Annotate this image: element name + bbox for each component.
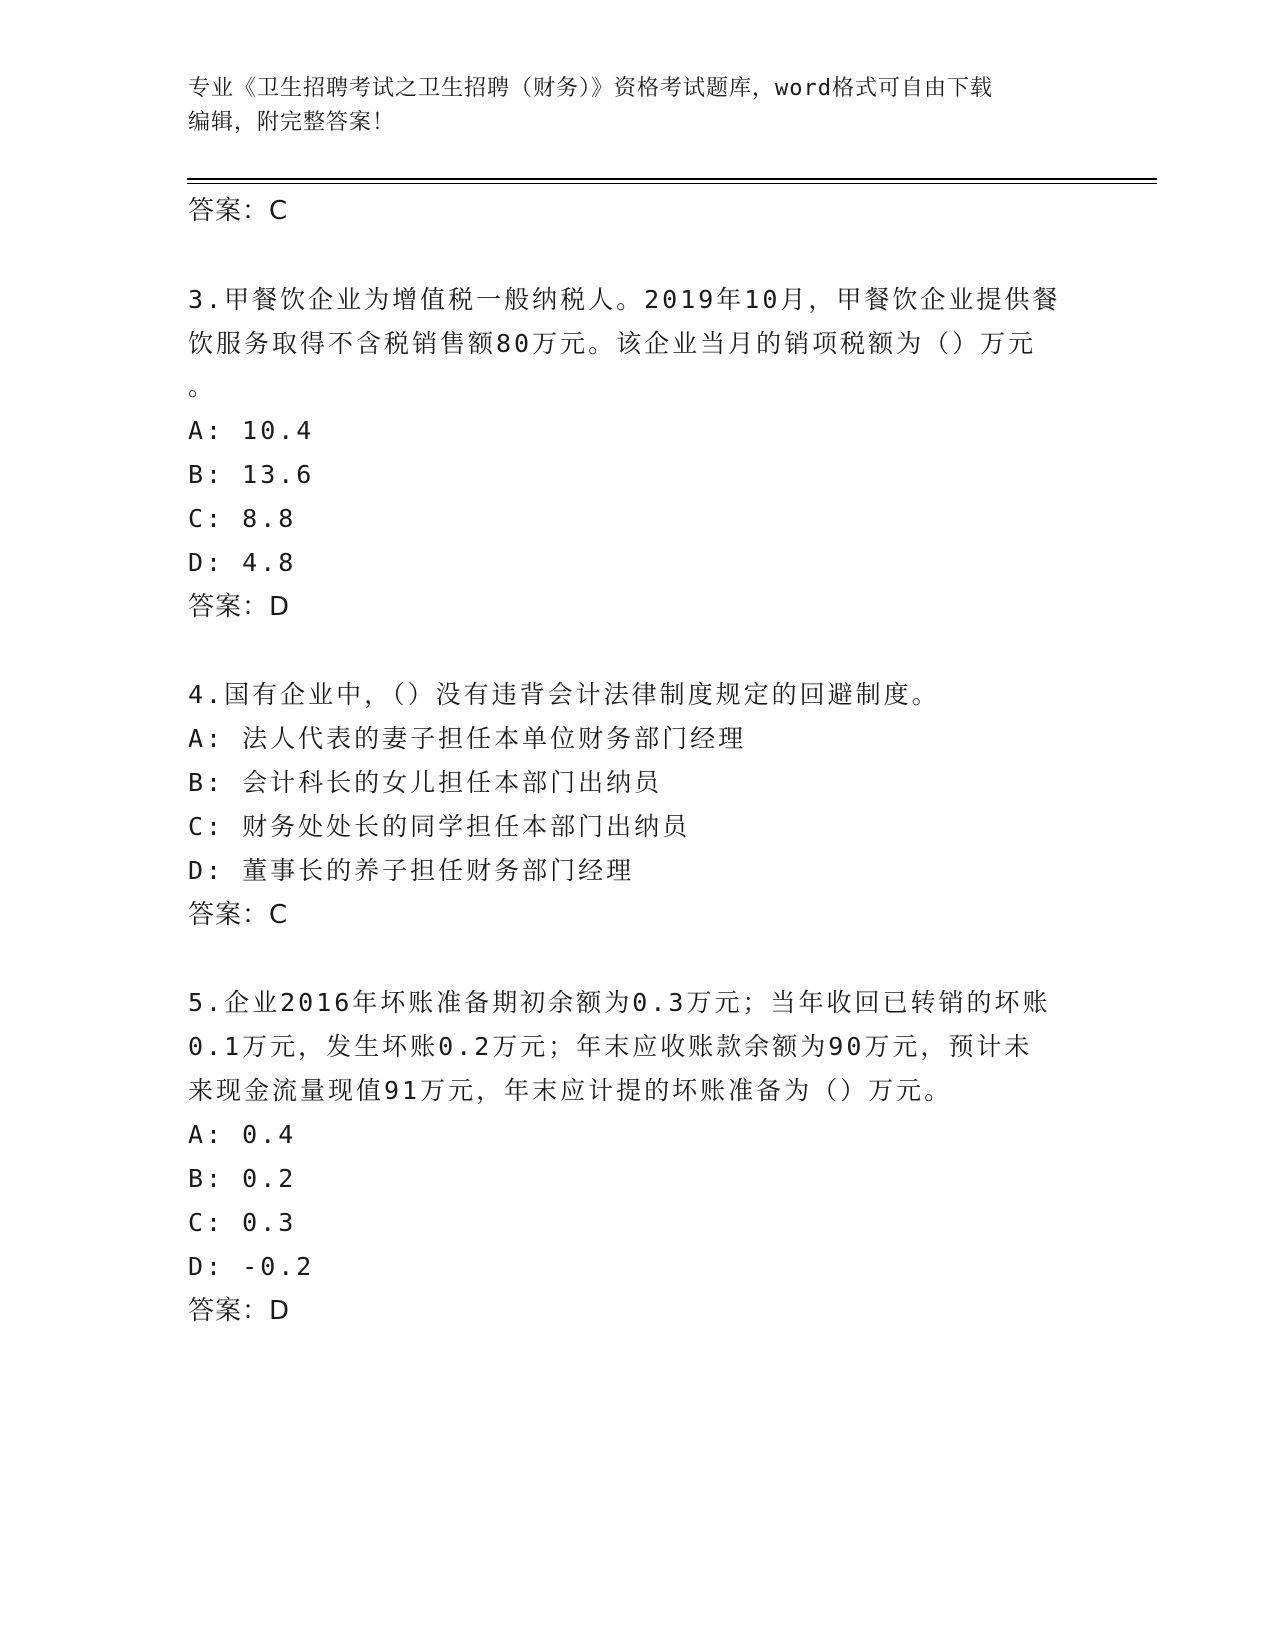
- header-line-2: 编辑，附完整答案！: [188, 110, 396, 135]
- question-5-option-c: C: 0.3: [188, 1208, 297, 1237]
- question-3-line-3: 。: [188, 372, 217, 401]
- question-4-answer: 答案：C: [188, 900, 289, 930]
- header-line-1: 专业《卫生招聘考试之卫生招聘（财务）》资格考试题库，word格式可自由下载: [188, 76, 993, 101]
- header-rule-thick: [187, 178, 1157, 180]
- question-3-option-d: D: 4.8: [188, 548, 297, 577]
- question-3-line-1: 3.甲餐饮企业为增值税一般纳税人。2019年10月，甲餐饮企业提供餐: [188, 285, 1061, 314]
- question-3-line-2: 饮服务取得不含税销售额80万元。该企业当月的销项税额为（）万元: [188, 329, 1037, 358]
- question-5-answer: 答案：D: [188, 1296, 291, 1326]
- question-5-line-1: 5.企业2016年坏账准备期初余额为0.3万元；当年收回已转销的坏账: [188, 988, 1051, 1017]
- question-4-option-b: B: 会计科长的女儿担任本部门出纳员: [188, 768, 663, 797]
- question-5-line-2: 0.1万元，发生坏账0.2万元；年末应收账款余额为90万元，预计未: [188, 1032, 1033, 1061]
- question-3-option-c: C: 8.8: [188, 504, 297, 533]
- question-3-answer: 答案：D: [188, 592, 291, 622]
- question-4-option-c: C: 财务处处长的同学担任本部门出纳员: [188, 812, 691, 841]
- question-3-option-a: A: 10.4: [188, 416, 315, 445]
- question-5-option-b: B: 0.2: [188, 1164, 297, 1193]
- document-header: [188, 72, 1088, 140]
- question-3-option-b: B: 13.6: [188, 460, 315, 489]
- question-5-option-d: D: -0.2: [188, 1252, 315, 1281]
- question-5-line-3: 来现金流量现值91万元，年末应计提的坏账准备为（）万元。: [188, 1076, 953, 1105]
- question-5-option-a: A: 0.4: [188, 1120, 297, 1149]
- header-rule-thin: [187, 183, 1157, 184]
- answer-previous: 答案：C: [188, 196, 289, 226]
- question-4-option-d: D: 董事长的养子担任财务部门经理: [188, 856, 635, 885]
- question-4-option-a: A: 法人代表的妻子担任本单位财务部门经理: [188, 724, 747, 753]
- question-4-line-1: 4.国有企业中，（）没有违背会计法律制度规定的回避制度。: [188, 680, 940, 709]
